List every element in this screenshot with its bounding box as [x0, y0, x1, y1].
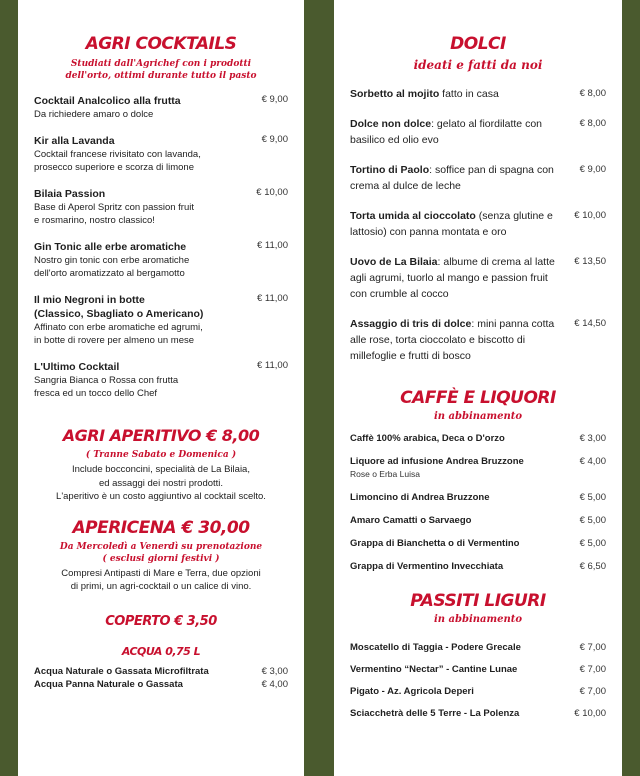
item-name: L'Ultimo Cocktail [34, 361, 120, 373]
passiti-subtitle: in abbinamento [433, 614, 523, 625]
dolci-list [350, 86, 606, 364]
item-name: Pigato - Az. Agricola Deperi [350, 686, 474, 697]
item-price: € 9,00 [261, 134, 288, 145]
item-name-variant: (Classico, Sbagliato o Americano) [34, 308, 204, 320]
item-name: Acqua Naturale o Gassata Microfiltrata [34, 665, 209, 677]
item-name: Assaggio di tris di dolce [350, 318, 472, 330]
list-item [34, 134, 288, 174]
left-menu-panel [18, 0, 304, 776]
item-price: € 9,00 [579, 164, 606, 175]
dolci-subtitle: ideati e fatti da noi [413, 58, 543, 72]
apericena-desc-2: di primi, un agri-cocktail o un calice di vino. [70, 581, 252, 592]
item-price: € 13,50 [574, 256, 606, 267]
apericena-subtitle-1: Da Mercoledì a Venerdì su prenotazione [59, 541, 263, 552]
aperitivo-desc-1: Include bocconcini, specialità de La Bilaia, [72, 464, 250, 475]
item-name: Sorbetto al mojito [350, 88, 440, 100]
item-desc: dell'orto aromatizzato al bergamotto [34, 268, 185, 279]
item-price: € 3,00 [579, 433, 606, 444]
cocktails-subtitle-2: dell'orto, ottimi durante tutto il pasto [65, 71, 257, 81]
item-desc: (senza glutine e lattosio) con panna montata e oro [350, 210, 553, 238]
caffe-subtitle: in abbinamento [433, 411, 523, 422]
item-desc: in botte di rovere per almeno un mese [34, 335, 195, 346]
list-item [350, 316, 606, 364]
item-name: Caffè 100% arabica, Deca o D'orzo [350, 433, 505, 444]
item-name: Torta umida al cioccolato [350, 210, 476, 222]
item-name: Uovo de La Bilaia [350, 256, 438, 268]
list-item [350, 537, 606, 550]
item-price: € 4,00 [579, 456, 606, 467]
coperto-title: COPERTO € 3,50 [105, 613, 217, 629]
caffe-title: CAFFÈ E LIQUORI [400, 388, 556, 408]
item-price: € 8,00 [579, 88, 606, 99]
item-name: Limoncino di Andrea Bruzzone [350, 492, 490, 503]
list-item [34, 187, 288, 227]
item-name: Moscatello di Taggia - Podere Grecale [350, 642, 521, 653]
item-name: Kir alla Lavanda [34, 135, 115, 147]
apericena-title: APERICENA € 30,00 [72, 517, 250, 538]
item-desc: Nostro gin tonic con erbe aromatiche [34, 255, 190, 266]
list-item [350, 208, 606, 240]
item-name: Gin Tonic alle erbe aromatiche [34, 241, 187, 253]
item-price: € 6,50 [579, 561, 606, 572]
list-item [350, 116, 606, 148]
list-item [34, 360, 288, 400]
aperitivo-desc-2: ed assaggi dei nostri prodotti. [98, 477, 224, 489]
apericena-subtitle-2: ( esclusi giorni festivi ) [102, 553, 220, 564]
item-price: € 3,00 [261, 665, 288, 677]
item-price: € 4,00 [261, 678, 288, 690]
cocktail-list [34, 94, 288, 400]
list-item [350, 491, 606, 504]
item-name: Cocktail Analcolico alla frutta [34, 95, 181, 107]
passiti-title: PASSITI LIGURI [410, 591, 546, 611]
item-desc: : mini panna cotta alle rose, torta cioccolato e biscotto di millefoglie e frutti di bosco [350, 318, 555, 362]
list-item [350, 641, 606, 654]
list-item [350, 254, 606, 302]
item-name: Grappa di Bianchetta o di Vermentino [350, 538, 520, 549]
item-price: € 5,00 [579, 492, 606, 503]
item-desc: Da richiedere amaro o dolce [34, 109, 154, 120]
item-desc: Affinato con erbe aromatiche ed agrumi, [34, 322, 203, 333]
acqua-list [34, 665, 288, 691]
list-item [34, 678, 288, 691]
cocktails-title: AGRI COCKTAILS [85, 34, 237, 54]
item-price: € 14,50 [574, 318, 606, 329]
item-desc: e rosmarino, nostro classico! [34, 215, 155, 226]
aperitivo-desc-3: L'aperitivo è un costo aggiuntivo al cocktail scelto. [56, 491, 266, 502]
list-item [350, 685, 606, 698]
item-desc: : albume di crema al latte agli agrumi, tuorlo al mango e passion fruit con crumble al cocco [350, 256, 555, 300]
item-desc: prosecco superiore e scorza di limone [34, 162, 194, 173]
item-note: Rose o Erba Luisa [350, 469, 420, 479]
item-price: € 10,00 [256, 187, 288, 198]
list-item [34, 665, 288, 678]
list-item [350, 560, 606, 573]
list-item [34, 94, 288, 121]
item-desc: : soffice pan di spagna con crema al dulce de leche [350, 164, 554, 192]
aperitivo-title: AGRI APERITIVO € 8,00 [62, 426, 260, 445]
item-desc: Sangria Bianca o Rossa con frutta [34, 375, 179, 386]
item-desc: Cocktail francese rivisitato con lavanda, [34, 149, 201, 160]
passiti-list [350, 641, 606, 720]
list-item [34, 293, 288, 347]
item-price: € 5,00 [579, 515, 606, 526]
item-price: € 7,00 [579, 642, 606, 653]
list-item [350, 432, 606, 445]
item-name: Grappa di Vermentino Invecchiata [350, 561, 504, 572]
item-price: € 10,00 [574, 210, 606, 221]
caffe-list [350, 432, 606, 573]
acqua-title: ACQUA 0,75 L [121, 644, 201, 658]
item-price: € 7,00 [579, 686, 606, 697]
list-item [350, 707, 606, 720]
item-price: € 11,00 [257, 293, 288, 304]
item-price: € 11,00 [257, 360, 288, 371]
item-price: € 9,00 [261, 94, 288, 105]
item-name: Sciacchetrà delle 5 Terre - La Polenza [350, 708, 520, 719]
list-item [350, 455, 606, 481]
item-name: Il mio Negroni in botte [34, 294, 145, 306]
item-name: Bilaia Passion [34, 188, 106, 200]
list-item [350, 86, 606, 102]
right-menu-panel [334, 0, 622, 776]
aperitivo-subtitle: ( Tranne Sabato e Domenica ) [85, 450, 237, 460]
cocktails-subtitle-1: Studiati dall'Agrichef con i prodotti [70, 59, 252, 69]
item-desc: fatto in casa [439, 88, 499, 100]
item-name: Liquore ad infusione Andrea Bruzzone [350, 456, 524, 467]
item-price: € 7,00 [579, 664, 606, 675]
item-price: € 10,00 [574, 708, 606, 719]
item-name: Vermentino “Nectar” - Cantine Lunae [350, 664, 518, 675]
list-item [350, 663, 606, 676]
dolci-title: DOLCI [450, 34, 506, 54]
apericena-desc-1: Compresi Antipasti di Mare e Terra, due opzioni [61, 567, 261, 579]
item-name: Amaro Camatti o Sarvaego [350, 515, 472, 526]
item-name: Dolce non dolce [350, 118, 432, 130]
item-price: € 11,00 [257, 240, 288, 251]
item-desc: fresca ed un tocco dello Chef [34, 388, 158, 399]
list-item [350, 514, 606, 527]
item-desc: : gelato al fiordilatte con basilico ed olio evo [350, 118, 542, 146]
item-price: € 5,00 [579, 538, 606, 549]
list-item [350, 162, 606, 194]
item-price: € 8,00 [579, 118, 606, 129]
item-desc: Base di Aperol Spritz con passion fruit [34, 202, 195, 213]
list-item [34, 240, 288, 280]
item-name: Acqua Panna Naturale o Gassata [34, 678, 183, 690]
item-name: Tortino di Paolo [350, 164, 430, 176]
